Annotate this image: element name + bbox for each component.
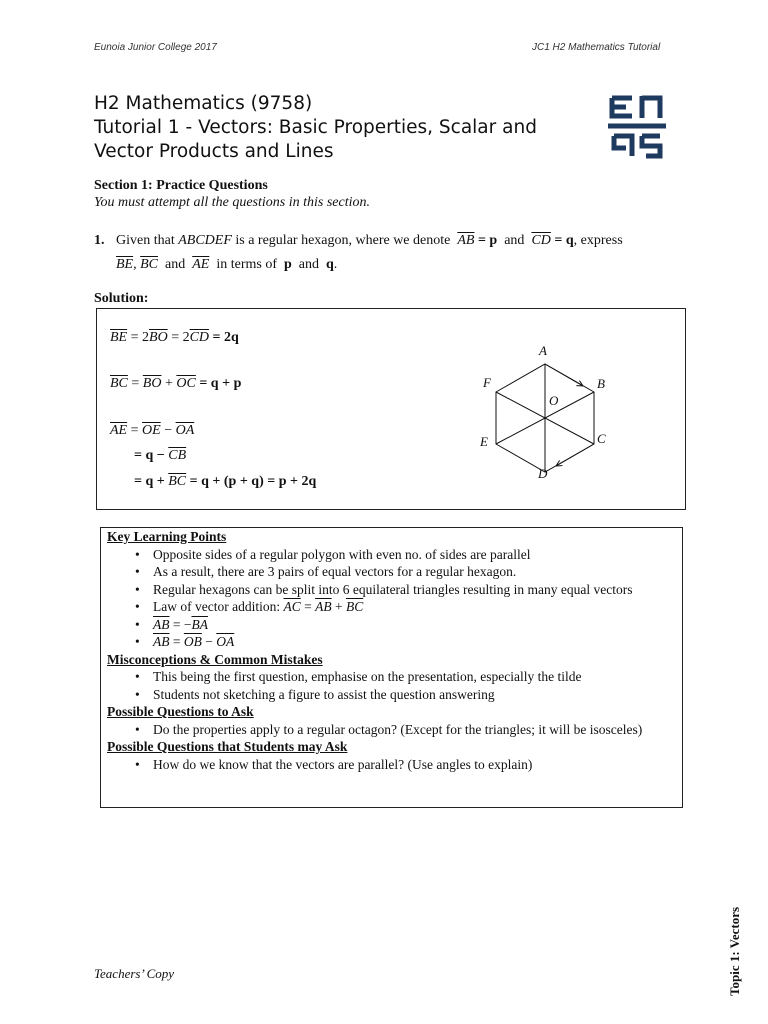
label-c: C <box>597 431 606 446</box>
list-item <box>107 633 676 651</box>
diff-minus: − <box>205 634 213 649</box>
q-text-c: , express <box>573 233 623 248</box>
vec-bc: $\overline{BC}$ <box>110 376 128 391</box>
footer-teachers-copy: Teachers’ Copy <box>94 966 175 981</box>
header-left: Eunoia Junior College 2017 <box>94 42 217 53</box>
q-eq-p: = p <box>477 233 498 248</box>
label-b: B <box>597 376 605 391</box>
header-right: JC1 H2 Mathematics Tutorial <box>532 42 661 53</box>
law-plus: + <box>334 599 343 614</box>
section-subheading: You must attempt all the questions in this section. <box>94 195 370 210</box>
q-vec-ae: $\overline{AE}$ <box>192 257 210 272</box>
sol2-t3: = q + p <box>199 376 242 391</box>
label-o: O <box>549 393 559 408</box>
sol1-t3: = 2q <box>212 330 239 345</box>
title-line-2: Tutorial 1 - Vectors: Basic Properties, Scalar and <box>94 117 537 138</box>
q-vec-be: $\overline{BE}$ <box>116 257 134 272</box>
vec-be: $\overline{BE}$ <box>110 330 128 345</box>
label-f: F <box>483 375 491 390</box>
list-item: • Opposite sides of a regular polygon with even no. of sides are parallel <box>107 546 676 564</box>
list-item <box>107 598 676 616</box>
vec-bc: $\overline{BC}$ <box>168 474 187 489</box>
vec-bo: $\overline{BO}$ <box>142 376 162 391</box>
list-item: • How do we know that the vectors are parallel? (Use angles to explain) <box>107 756 676 774</box>
questions-to-ask-heading: Possible Questions to Ask <box>107 704 254 719</box>
label-a: A <box>539 343 547 358</box>
q-eq-q: = q <box>554 233 574 248</box>
sol1-t1: = 2 <box>130 330 150 345</box>
solution-line-5 <box>134 474 316 490</box>
law-eq: = <box>304 599 312 614</box>
vec-ab: $\overline{AB}$ <box>153 634 170 649</box>
sol3-t1: = <box>130 423 139 438</box>
vec-oc: $\overline{OC}$ <box>176 376 196 391</box>
arrow-ab <box>545 364 583 386</box>
q-comma: , <box>133 257 137 272</box>
solution-line-1 <box>110 330 239 346</box>
list-item: • This being the first question, emphasise on the presentation, especially the tilde <box>107 668 676 686</box>
q-q: q <box>326 257 334 272</box>
q-text-a: Given that <box>116 233 175 248</box>
questions-to-ask-list <box>107 721 676 739</box>
solution-line-4 <box>134 448 186 464</box>
sol5-t1: = q + <box>134 474 165 489</box>
key-learning-list <box>107 546 676 651</box>
misconceptions-heading: Misconceptions & Common Mistakes <box>107 651 323 667</box>
neg-eq: = − <box>172 616 192 632</box>
law-text: Law of vector addition: <box>153 599 281 614</box>
label-e: E <box>480 434 488 449</box>
key-learning-heading: Key Learning Points <box>107 529 227 544</box>
student-questions-list <box>107 756 676 774</box>
student-questions-heading: Possible Questions that Students may Ask <box>107 739 348 754</box>
q-and-1: and <box>504 233 525 248</box>
sol4-t1: = q − <box>134 448 165 463</box>
vec-oa: $\overline{OA}$ <box>216 634 235 649</box>
q-period: . <box>333 257 338 272</box>
title-line-1: H2 Mathematics (9758) <box>94 93 313 114</box>
question-line-1 <box>116 233 623 249</box>
vec-ab: $\overline{AB}$ <box>153 616 170 632</box>
sol2-t1: = <box>131 376 140 391</box>
sol3-t2: − <box>164 423 173 438</box>
vec-bo: $\overline{BO}$ <box>149 330 168 345</box>
list-item: • Regular hexagons can be split into 6 equilateral triangles resulting in many equal vectors <box>107 581 676 599</box>
vec-cb: $\overline{CB}$ <box>168 448 187 463</box>
section-heading: Section 1: Practice Questions <box>94 178 268 193</box>
vec-ab: $\overline{AB}$ <box>315 599 332 614</box>
solution-label: Solution: <box>94 291 149 306</box>
vec-oa: $\overline{OA}$ <box>175 423 195 438</box>
vec-oe: $\overline{OE}$ <box>142 423 161 438</box>
vec-cd: $\overline{CD}$ <box>189 330 210 345</box>
q-hexagon-name: ABCDEF <box>178 233 232 248</box>
arrow-cd <box>556 444 594 466</box>
key-points-box <box>100 527 683 808</box>
footer-topic-label: Topic 1: Vectors <box>727 906 742 996</box>
vec-ba: $\overline{BA}$ <box>191 616 208 632</box>
college-logo <box>604 92 670 162</box>
sol1-t2: = 2 <box>171 330 190 345</box>
q-and-2: and <box>165 257 186 272</box>
q-vec-cd: $\overline{CD}$ <box>531 233 551 248</box>
sol5-t2: = q + (p + q) = p + 2q <box>189 474 317 489</box>
vec-ae: $\overline{AE}$ <box>110 423 128 438</box>
list-item: • Do the properties apply to a regular octagon? (Except for the triangles; it will be isosceles) <box>107 721 676 739</box>
diff-eq: = <box>172 634 181 649</box>
q-p: p <box>283 257 292 272</box>
q-vec-bc: $\overline{BC}$ <box>140 257 158 272</box>
q-text-b: is a regular hexagon, where we denote <box>235 233 451 248</box>
vec-bc: $\overline{BC}$ <box>345 599 364 614</box>
question-line-2 <box>116 257 337 273</box>
question-number: 1. <box>94 233 105 248</box>
title-line-3: Vector Products and Lines <box>94 141 334 162</box>
label-d: D <box>538 466 548 481</box>
misconceptions-list <box>107 668 676 703</box>
page-title <box>94 92 537 164</box>
list-item <box>107 616 676 634</box>
list-item: • Students not sketching a figure to assist the question answering <box>107 686 676 704</box>
list-item: • As a result, there are 3 pairs of equal vectors for a regular hexagon. <box>107 563 676 581</box>
q-vec-ab: $\overline{AB}$ <box>457 233 475 248</box>
solution-line-3 <box>110 423 194 439</box>
solution-line-2 <box>110 376 241 392</box>
sol2-t2: + <box>164 376 173 391</box>
q-text-d: in terms of <box>216 257 277 272</box>
q-and-3: and <box>298 257 319 272</box>
hexagon-diagram <box>470 340 620 490</box>
vec-ob: $\overline{OB}$ <box>183 634 202 649</box>
vec-ac: $\overline{AC}$ <box>283 599 301 614</box>
